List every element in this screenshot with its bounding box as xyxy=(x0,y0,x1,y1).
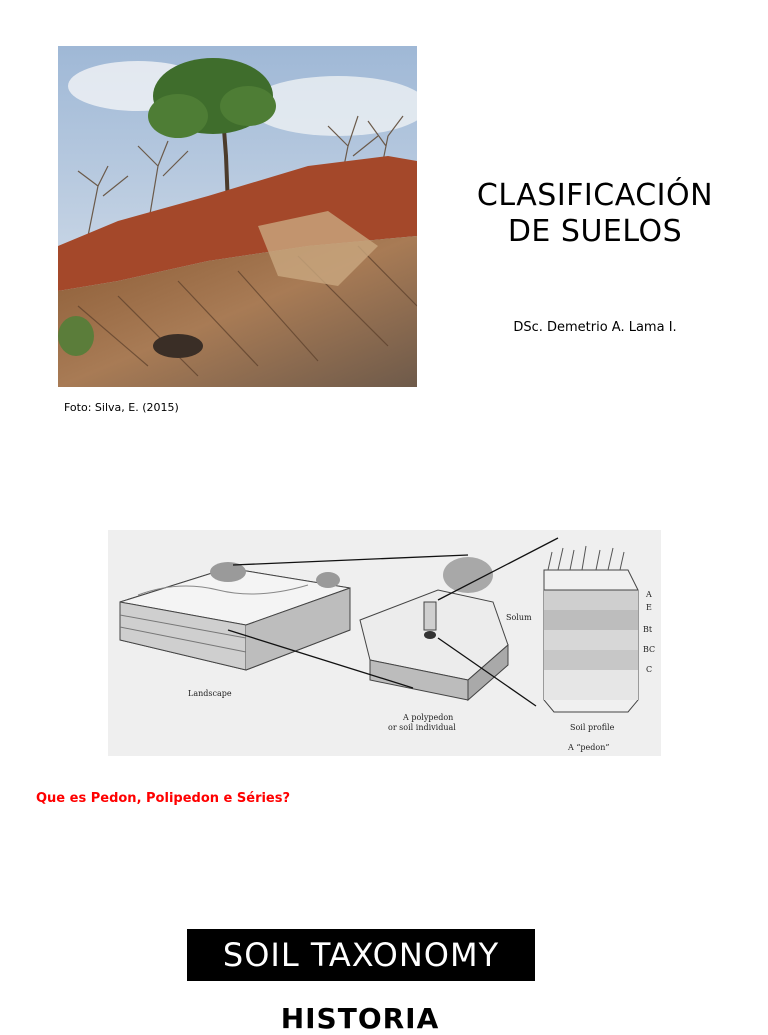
horizon-label-c: C xyxy=(646,665,653,674)
banner-text: SOIL TAXONOMY xyxy=(222,936,500,974)
solum-label: Solum xyxy=(506,613,532,622)
author-name: DSc. Demetrio A. Lama I. xyxy=(513,320,677,335)
polypedon-label-line1: A polypedon xyxy=(403,713,454,722)
pedon-prism xyxy=(544,546,638,712)
page-title: CLASIFICACIÓN DE SUELOS xyxy=(476,178,714,249)
horizon-label-bt: Bt xyxy=(643,625,653,634)
horizon-label-bc: BC xyxy=(643,645,656,654)
photo-caption: Foto: Silva, E. (2015) xyxy=(64,401,179,414)
historia-heading: HISTORIA xyxy=(280,1002,440,1035)
question-text: Que es Pedon, Polipedon e Séries? xyxy=(36,791,291,806)
landscape-block xyxy=(120,562,350,670)
soil-profile-label: Soil profile xyxy=(570,723,615,732)
pedon-label: A “pedon” xyxy=(568,743,610,752)
pedon-polypedon-diagram xyxy=(108,530,661,756)
horizon-label-e: E xyxy=(646,603,652,612)
landscape-label: Landscape xyxy=(188,689,232,698)
polypedon-label-line2: or soil individual xyxy=(388,723,456,732)
horizon-label-a: A xyxy=(646,590,652,599)
soil-cliff-photo xyxy=(58,46,417,387)
soil-taxonomy-banner xyxy=(187,929,535,981)
